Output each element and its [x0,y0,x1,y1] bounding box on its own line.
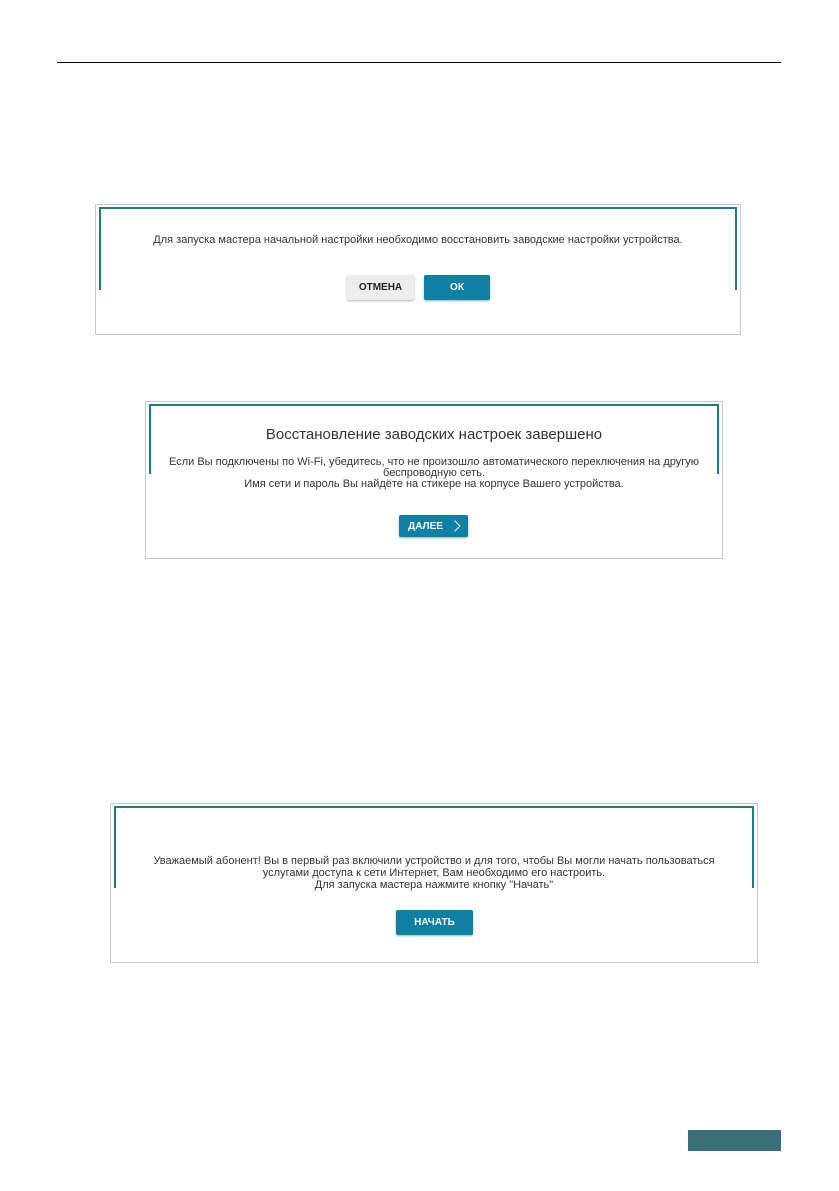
ok-button[interactable]: ОК [424,275,490,300]
restore-confirm-message: Для запуска мастера начальной настройки необходимо восстановить заводские настройки устройства. [153,234,683,246]
start-button[interactable]: НАЧАТЬ [396,910,473,935]
page-number-tab [688,1130,781,1151]
reset-complete-line-2: беспроводную сеть. [383,467,485,479]
reset-complete-title: Восстановление заводских настроек завершено [265,426,603,443]
reset-complete-line-3: Имя сети и пароль Вы найдёте на стикере на корпусе Вашего устройства. [244,478,624,490]
dialog-accent-frame [99,207,737,290]
restore-confirm-dialog [95,204,741,335]
header-rule [57,62,781,63]
cancel-button[interactable]: ОТМЕНА [347,275,414,300]
reset-complete-line-1: Если Вы подключены по Wi-Fi, убедитесь, что не произошло автоматического переключения на другую [168,456,700,468]
welcome-dialog [110,803,758,963]
welcome-line-1: Уважаемый абонент! Вы в первый раз включили устройство и для того, чтобы Вы могли начать пользоваться [153,855,715,867]
welcome-line-2: услугами доступа к сети Интернет, Вам необходимо его настроить. [262,867,606,879]
next-button-label: ДАЛЕЕ [408,520,443,532]
next-button[interactable] [399,515,468,537]
welcome-line-3: Для запуска мастера нажмите кнопку "Начать" [314,879,554,891]
chevron-right-icon [449,520,460,531]
reset-complete-dialog [145,401,723,559]
